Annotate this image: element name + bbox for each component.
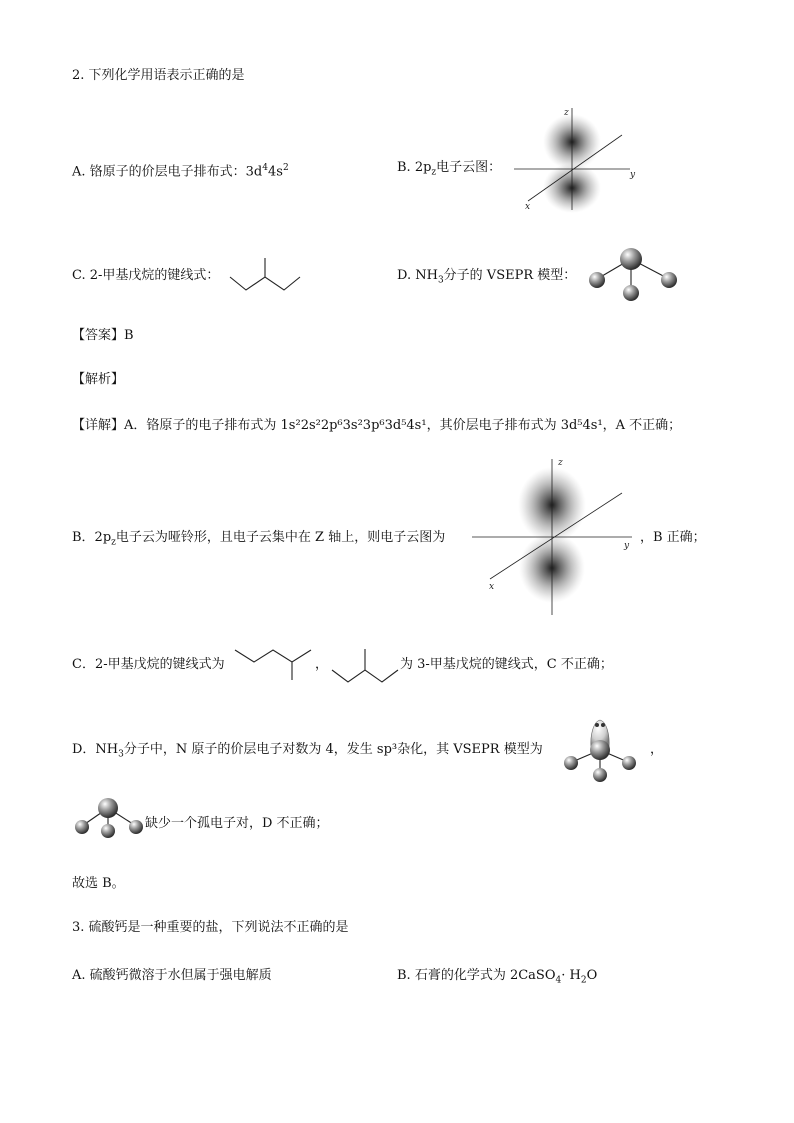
h-atom: [622, 756, 636, 770]
detail-d-end: ，: [650, 742, 664, 757]
analysis-label: 【解析】: [72, 372, 125, 387]
h-atom: [75, 820, 89, 834]
detail-a: [72, 418, 681, 434]
h-atom: [129, 820, 143, 834]
q2-option-a: [72, 160, 289, 180]
formula: 3d: [245, 164, 263, 180]
pz-orbital-figure-large: [472, 455, 642, 617]
h-atom: [589, 272, 605, 288]
formula-sub: z: [111, 537, 116, 548]
detail-label: 【详解】: [72, 418, 125, 433]
detail-d-suffix: 分子中，N 原子的价层电子对数为 4，发生 sp³杂化，其 VSEPR 模型为: [123, 742, 543, 757]
nh3-vsepr-model-small: [585, 245, 680, 305]
skeletal-formula-3-methylpentane: [330, 645, 402, 685]
formula: 4s: [267, 164, 283, 180]
n-atom: [590, 740, 610, 760]
question-3-stem: 3. 硫酸钙是一种重要的盐，下列说法不正确的是: [72, 920, 349, 935]
pz-orbital-figure-small: [510, 105, 650, 210]
option-d-text: D. NH: [397, 268, 438, 283]
question-2-stem: 2. 下列化学用语表示正确的是: [72, 68, 245, 83]
detail-b-end: ，B 正确；: [640, 530, 706, 545]
formula-sub: 4: [555, 975, 562, 986]
carbon-chain: [230, 277, 300, 290]
h-atom: [593, 768, 607, 782]
carbon-chain: [235, 650, 311, 662]
y-label: y: [624, 541, 630, 551]
detail-c-end: 为 3-甲基戊烷的键线式，C 不正确；: [400, 657, 613, 672]
answer-label: 【答案】: [72, 328, 125, 343]
nh3-trigonal-pyramid-model: [72, 796, 152, 838]
skeletal-formula-2-methylpentane: [232, 640, 317, 682]
detail-c-separator: ，: [315, 657, 329, 672]
h-atom: [564, 756, 578, 770]
detail-b: [72, 530, 445, 551]
x-label: x: [489, 582, 495, 592]
option-b-suffix: 电子云图：: [436, 160, 502, 175]
n-atom: [98, 798, 118, 818]
formula: O: [586, 968, 598, 983]
carbon-chain: [332, 670, 398, 682]
q2-option-d: [397, 268, 576, 289]
formula-sub: 3: [437, 275, 444, 286]
n-atom: [620, 248, 642, 270]
q3-option-a: A. 硫酸钙微溶于水但属于强电解质: [72, 968, 272, 983]
detail-d: [72, 742, 543, 763]
option-b-text: B. 2p: [397, 160, 432, 175]
option-d-suffix: 分子的 VSEPR 模型：: [443, 268, 577, 283]
z-label: z: [564, 108, 569, 118]
detail-a-text: A．铬原子的电子排布式为 1s²2s²2p⁶3s²3p⁶3d⁵4s¹，其价层电子排布式为 3d⁵4s¹，A 不正确；: [124, 418, 682, 433]
z-label: z: [558, 458, 563, 468]
lone-pair-electron: [595, 723, 599, 727]
detail-b-text: B．2p: [72, 530, 112, 545]
lone-pair-electron: [601, 723, 605, 727]
answer-line: [72, 328, 134, 344]
formula-sub: z: [431, 167, 437, 178]
q2-option-b: [397, 160, 501, 181]
detail-b-suffix: 电子云为哑铃形，且电子云集中在 Z 轴上，则电子云图为: [115, 530, 446, 545]
formula-sub: 3: [118, 749, 124, 760]
h-atom: [661, 272, 677, 288]
formula: · H: [561, 968, 581, 983]
y-label: y: [630, 170, 636, 180]
formula-sub: 2: [580, 975, 587, 986]
option-b-text: B. 石膏的化学式为 2CaSO: [397, 968, 556, 983]
detail-d-text: D．NH: [72, 742, 119, 757]
q2-option-c: C. 2-甲基戊烷的键线式：: [72, 268, 220, 283]
h-atom: [623, 285, 639, 301]
h-atom: [101, 824, 115, 838]
x-label: x: [525, 202, 531, 212]
formula-sup: 4: [262, 163, 268, 173]
conclusion: 故选 B。: [72, 876, 125, 891]
formula-sup: 2: [282, 163, 289, 173]
option-a-text: A. 铬原子的价层电子排布式：: [72, 164, 246, 180]
q3-option-b: [397, 968, 597, 989]
answer-value: B: [124, 328, 134, 343]
nh3-vsepr-tetrahedral-model: [560, 712, 640, 784]
skeletal-formula-2-methylpentane-wrong: [228, 255, 308, 295]
detail-d-line2: 缺少一个孤电子对，D 不正确；: [145, 816, 329, 831]
detail-c-prefix: C．2-甲基戊烷的键线式为: [72, 657, 225, 672]
